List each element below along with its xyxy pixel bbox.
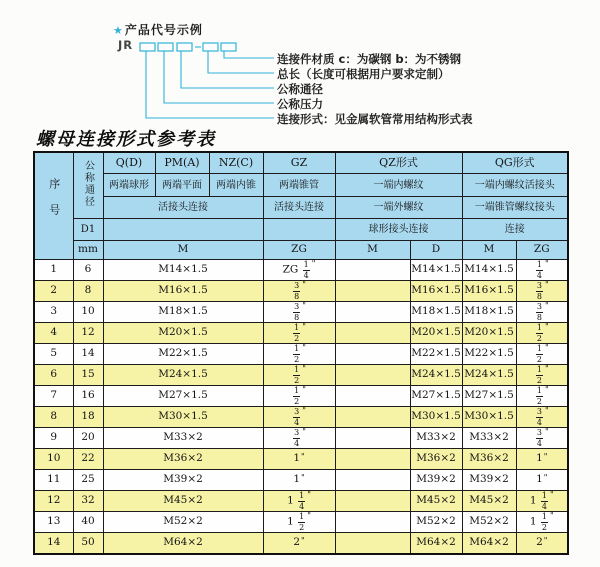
page-title: 螺母连接形式参考表 — [36, 129, 216, 150]
table-row — [34, 533, 568, 555]
cell-qz-m — [335, 533, 410, 555]
header-unit-m2: M — [335, 241, 410, 260]
header-code-qz: QZ形式 — [335, 152, 462, 174]
cell-qg-zg: $\frac{1}{2}$ " — [516, 344, 568, 365]
cell-qz-m — [335, 302, 410, 323]
product-code-diagram — [0, 0, 600, 140]
cell-thread-m: M39×2 — [103, 470, 263, 491]
cell-qz-d: M33×2 — [410, 428, 462, 449]
cell-qg-zg: 1 $\frac{1}{2}$ " — [516, 512, 568, 533]
cell-seq: 2 — [34, 281, 73, 302]
cell-gz-zg: $\frac{3}{4}$ " — [263, 428, 335, 449]
table-row — [34, 323, 568, 344]
code-box-4 — [203, 43, 218, 51]
callout-label-material: 连接件材质 c：为碳钢 b：为不锈钢 — [277, 52, 462, 66]
cell-thread-m: M22×1.5 — [103, 344, 263, 365]
cell-seq: 3 — [34, 302, 73, 323]
cell-thread-m: M30×1.5 — [103, 407, 263, 428]
cell-qg-zg: $\frac{1}{4}$ " — [516, 260, 568, 281]
header-d1: D1 — [73, 219, 103, 241]
cell-qg-m: M45×2 — [462, 491, 516, 512]
header-unit-d: D — [410, 241, 462, 260]
product-code-prefix: JR — [118, 38, 134, 52]
header-code-qg: QG形式 — [462, 152, 568, 174]
table-row — [34, 344, 568, 365]
table-row — [34, 407, 568, 428]
callout-label-diameter: 公称通径 — [277, 82, 323, 96]
cell-dn: 50 — [73, 533, 103, 555]
cell-gz-zg: 1 $\frac{1}{4}$ " — [263, 491, 335, 512]
cell-qz-d: M18×1.5 — [410, 302, 462, 323]
cell-qg-m: M14×1.5 — [462, 260, 516, 281]
cell-qg-m: M30×1.5 — [462, 407, 516, 428]
cell-qg-m: M24×1.5 — [462, 365, 516, 386]
cell-gz-zg: 2" — [263, 533, 335, 555]
cell-qz-d: M52×2 — [410, 512, 462, 533]
cell-qg-m: M64×2 — [462, 533, 516, 555]
cell-dn: 8 — [73, 281, 103, 302]
cell-gz-zg: 1" — [263, 449, 335, 470]
cell-dn: 25 — [73, 470, 103, 491]
cell-qg-m: M27×1.5 — [462, 386, 516, 407]
cell-seq: 6 — [34, 365, 73, 386]
callout-line-length — [208, 51, 274, 73]
cell-qg-zg: $\frac{1}{2}$ " — [516, 365, 568, 386]
table-row — [34, 428, 568, 449]
cell-thread-m: M45×2 — [103, 491, 263, 512]
header-nominal-diameter: 公称通径 — [73, 152, 103, 219]
cell-gz-zg: $\frac{1}{2}$ " — [263, 323, 335, 344]
header-conn-external-thread: 一端外螺纹 — [335, 197, 462, 219]
cell-dn: 10 — [73, 302, 103, 323]
callout-label-length: 总长（长度可根据用户要求定制） — [277, 67, 450, 81]
cell-qz-m — [335, 260, 410, 281]
diagram-heading — [113, 21, 203, 38]
table-row — [34, 281, 568, 302]
cell-qg-m: M36×2 — [462, 449, 516, 470]
cell-dn: 32 — [73, 491, 103, 512]
cell-qz-m — [335, 344, 410, 365]
cell-seq: 12 — [34, 491, 73, 512]
cell-thread-m: M20×1.5 — [103, 323, 263, 344]
cell-qg-zg: $\frac{1}{2}$ " — [516, 386, 568, 407]
cell-qg-zg: $\frac{3}{4}$ " — [516, 407, 568, 428]
table-row — [34, 512, 568, 533]
cell-qg-zg: 2" — [516, 533, 568, 555]
cell-qg-zg: 1" — [516, 449, 568, 470]
cell-dn: 20 — [73, 428, 103, 449]
table-body — [34, 260, 568, 555]
cell-gz-zg: $\frac{3}{8}$ " — [263, 281, 335, 302]
header-code-gz: GZ — [263, 152, 335, 174]
cell-dn: 12 — [73, 323, 103, 344]
table-row — [34, 470, 568, 491]
cell-qz-d: M30×1.5 — [410, 407, 462, 428]
cell-dn: 6 — [73, 260, 103, 281]
header-type-pma: 两端平面 — [155, 174, 209, 197]
cell-seq: 5 — [34, 344, 73, 365]
cell-thread-m: M16×1.5 — [103, 281, 263, 302]
header-unit-zg1: ZG — [263, 241, 335, 260]
cell-qz-m — [335, 470, 410, 491]
callout-line-connection — [146, 51, 274, 118]
table-row — [34, 386, 568, 407]
header-conn-union: 活接头连接 — [103, 197, 263, 219]
cell-seq: 7 — [34, 386, 73, 407]
cell-thread-m: M27×1.5 — [103, 386, 263, 407]
cell-seq: 10 — [34, 449, 73, 470]
code-box-3 — [177, 43, 192, 51]
cell-seq: 11 — [34, 470, 73, 491]
cell-seq: 13 — [34, 512, 73, 533]
cell-qz-m — [335, 281, 410, 302]
header-mm: mm — [73, 241, 103, 260]
cell-qz-m — [335, 512, 410, 533]
cell-qg-m: M39×2 — [462, 470, 516, 491]
header-type-qg: 一端内螺纹活接头 — [462, 174, 568, 197]
cell-qz-d: M27×1.5 — [410, 386, 462, 407]
header-code-qd: Q(D) — [103, 152, 155, 174]
cell-thread-m: M64×2 — [103, 533, 263, 555]
cell-qg-zg: $\frac{3}{8}$ " — [516, 302, 568, 323]
header-conn-union-gz: 活接头连接 — [263, 197, 335, 219]
code-box-1 — [140, 43, 155, 51]
table-row — [34, 260, 568, 281]
callout-line-material — [224, 51, 274, 58]
header-type-nzc: 两端内锥 — [209, 174, 263, 197]
cell-seq: 14 — [34, 533, 73, 555]
cell-qz-d: M24×1.5 — [410, 365, 462, 386]
cell-qg-zg: 1" — [516, 470, 568, 491]
cell-qz-m — [335, 449, 410, 470]
table-header — [34, 152, 568, 260]
header-code-nzc: NZ(C) — [209, 152, 263, 174]
table-row — [34, 302, 568, 323]
header-conn-taper-thread: 一端锥管螺纹接头 — [462, 197, 568, 219]
cell-dn: 14 — [73, 344, 103, 365]
cell-qg-zg: $\frac{3}{4}$ " — [516, 428, 568, 449]
cell-qg-zg: 1 $\frac{1}{4}$ " — [516, 491, 568, 512]
cell-dn: 16 — [73, 386, 103, 407]
table-row — [34, 365, 568, 386]
cell-qg-m: M20×1.5 — [462, 323, 516, 344]
cell-qg-m: M16×1.5 — [462, 281, 516, 302]
cell-gz-zg: $\frac{3}{8}$ " — [263, 302, 335, 323]
cell-gz-zg: $\frac{1}{2}$ " — [263, 386, 335, 407]
cell-qz-d: M45×2 — [410, 491, 462, 512]
cell-qg-zg: $\frac{1}{2}$ " — [516, 323, 568, 344]
table-row — [34, 449, 568, 470]
cell-seq: 9 — [34, 428, 73, 449]
table-row — [34, 491, 568, 512]
callout-label-connection: 连接形式：见金属软管常用结构形式表 — [277, 112, 473, 126]
cell-gz-zg: 1" — [263, 470, 335, 491]
cell-gz-zg: $\frac{1}{2}$ " — [263, 365, 335, 386]
header-type-qz: 一端内螺纹 — [335, 174, 462, 197]
cell-qg-m: M33×2 — [462, 428, 516, 449]
cell-qz-d: M14×1.5 — [410, 260, 462, 281]
cell-qz-d: M20×1.5 — [410, 323, 462, 344]
cell-qz-d: M39×2 — [410, 470, 462, 491]
cell-thread-m: M36×2 — [103, 449, 263, 470]
diagram-heading-text: 产品代号示例 — [124, 23, 203, 37]
cell-seq: 4 — [34, 323, 73, 344]
cell-qz-m — [335, 491, 410, 512]
cell-dn: 40 — [73, 512, 103, 533]
cell-thread-m: M14×1.5 — [103, 260, 263, 281]
cell-qg-m: M22×1.5 — [462, 344, 516, 365]
cell-thread-m: M24×1.5 — [103, 365, 263, 386]
header-ball-joint-connection: 球形接头连接 — [335, 219, 462, 241]
header-seq: 序号 — [34, 152, 73, 260]
header-unit-zg2: ZG — [516, 241, 568, 260]
code-box-2 — [158, 43, 173, 51]
code-box-5 — [221, 43, 236, 51]
cell-qz-d: M22×1.5 — [410, 344, 462, 365]
nut-connection-reference-table — [33, 151, 569, 555]
cell-thread-m: M52×2 — [103, 512, 263, 533]
cell-qz-d: M64×2 — [410, 533, 462, 555]
cell-gz-zg: $\frac{1}{2}$ " — [263, 344, 335, 365]
cell-seq: 1 — [34, 260, 73, 281]
header-connection: 连接 — [462, 219, 568, 241]
cell-dn: 18 — [73, 407, 103, 428]
cell-qz-m — [335, 365, 410, 386]
cell-dn: 15 — [73, 365, 103, 386]
cell-gz-zg: ZG $\frac{1}{4}$ " — [263, 260, 335, 281]
cell-gz-zg: $\frac{3}{4}$ " — [263, 407, 335, 428]
cell-qg-m: M52×2 — [462, 512, 516, 533]
cell-seq: 8 — [34, 407, 73, 428]
callout-line-diameter — [181, 51, 274, 88]
cell-qz-m — [335, 407, 410, 428]
header-unit-m3: M — [462, 241, 516, 260]
header-type-qd: 两端球形 — [103, 174, 155, 197]
cell-gz-zg: 1 $\frac{1}{2}$ " — [263, 512, 335, 533]
header-code-pma: PM(A) — [155, 152, 209, 174]
cell-qz-m — [335, 428, 410, 449]
callout-label-pressure: 公称压力 — [277, 97, 323, 111]
header-blank-2 — [263, 219, 335, 241]
header-unit-m1: M — [103, 241, 263, 260]
cell-qg-zg: $\frac{3}{8}$ " — [516, 281, 568, 302]
header-type-gz: 两端锥管 — [263, 174, 335, 197]
cell-thread-m: M33×2 — [103, 428, 263, 449]
cell-qz-d: M16×1.5 — [410, 281, 462, 302]
cell-thread-m: M18×1.5 — [103, 302, 263, 323]
cell-qg-m: M18×1.5 — [462, 302, 516, 323]
cell-qz-m — [335, 386, 410, 407]
cell-qz-m — [335, 323, 410, 344]
cell-dn: 22 — [73, 449, 103, 470]
star-icon: ★ — [113, 24, 124, 37]
cell-qz-d: M36×2 — [410, 449, 462, 470]
header-blank-1 — [103, 219, 263, 241]
